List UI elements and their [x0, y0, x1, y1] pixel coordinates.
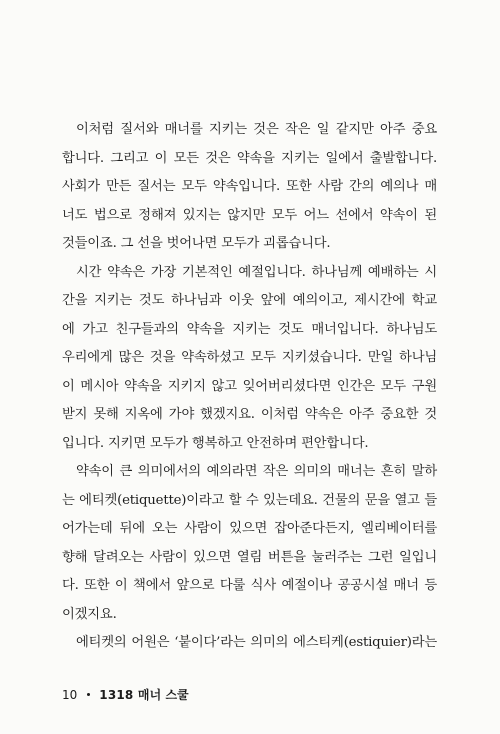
- page-footer: [62, 686, 189, 703]
- text-line: 이 메시아 약속을 지키지 않고 잊어버리셨다면 인간은 모두 구원: [62, 378, 437, 394]
- text-line: 약속이 큰 의미에서의 예의라면 작은 의미의 매너는 흔히 말하: [76, 464, 437, 479]
- series-title-suffix: 스쿨: [165, 688, 189, 702]
- text-line: 입니다. 지키면 모두가 행복하고 안전하며 편안합니다.: [62, 435, 369, 451]
- text-line: 향해 달려오는 사람이 있으면 열림 버튼을 눌러주는 그런 일입니: [62, 549, 437, 565]
- text-line: 받지 못해 지옥에 가야 했겠지요. 이처럼 약속은 아주 중요한 것: [62, 407, 437, 422]
- text-line: 이처럼 질서와 매너를 지키는 것은 작은 일 같지만 아주 중요: [76, 122, 437, 137]
- text-line: 것들이죠. 그 선을 벗어나면 모두가 괴롭습니다.: [62, 236, 331, 251]
- text-line: 다. 또한 이 책에서 앞으로 다룰 식사 예절이나 공공시설 매너 등: [62, 578, 437, 593]
- text-line: 는 에티켓(etiquette)이라고 할 수 있는데요. 건물의 문을 열고 들: [62, 492, 437, 508]
- text-line: 시간 약속은 가장 기본적인 예절입니다. 하나님께 예배하는 시: [76, 264, 437, 280]
- text-line: 합니다. 그리고 이 모든 것은 약속을 지키는 일에서 출발합니다.: [62, 150, 437, 166]
- text-line: 어가는데 뒤에 오는 사람이 있으면 잡아준다든지, 엘리베이터를: [62, 521, 437, 536]
- text-line: 에티켓의 어원은 ‘붙이다’라는 의미의 에스티케(estiquier)라는: [76, 635, 437, 650]
- text-line: 간을 지키는 것도 하나님과 이웃 앞에 예의이고, 제시간에 학교: [62, 293, 437, 308]
- text-line: 너도 법으로 정해져 있지는 않지만 모두 어느 선에서 약속이 된: [62, 207, 437, 223]
- series-title-prefix: 1318 매너: [99, 688, 162, 702]
- text-line: 이겠지요.: [62, 606, 117, 622]
- text-line: 우리에게 많은 것을 약속하셨고 모두 지키셨습니다. 만일 하나님: [62, 350, 437, 365]
- page-number: 10: [62, 687, 78, 702]
- text-line: 에 가고 친구들과의 약속을 지키는 것도 매너입니다. 하나님도: [62, 321, 437, 337]
- bullet-separator: [87, 693, 90, 696]
- text-line: 사회가 만든 질서는 모두 약속입니다. 또한 사람 간의 예의나 매: [62, 179, 437, 194]
- body-text: [62, 116, 437, 658]
